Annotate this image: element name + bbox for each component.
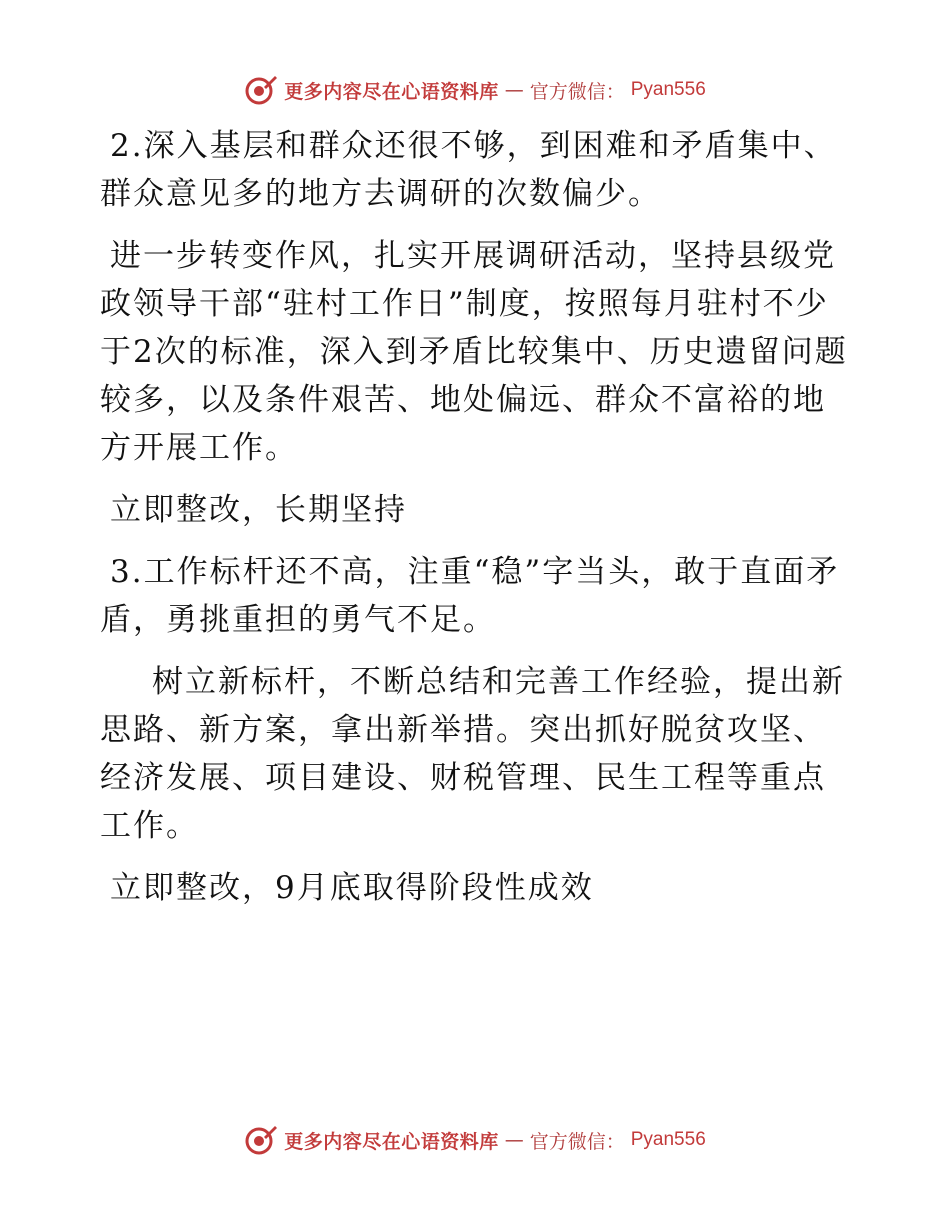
- paragraph-deadline-3: 立即整改，9月底取得阶段性成效: [110, 870, 594, 906]
- header-official-text: 官方微信：: [529, 80, 625, 103]
- header-site-text: 更多内容尽在心语资料库: [284, 80, 499, 103]
- brush-logo-icon: [244, 1123, 278, 1157]
- header-watermark-banner: [0, 70, 950, 110]
- document-body: [100, 122, 850, 926]
- paragraph-issue-3: 3.工作标杆还不高，注重“稳”字当头，敢于直面矛盾，勇挑重担的勇气不足。: [100, 554, 840, 638]
- footer-wechat-id: Pyan556: [630, 1129, 706, 1150]
- footer-site-text: 更多内容尽在心语资料库: [284, 1130, 499, 1153]
- footer-watermark-banner: [0, 1120, 950, 1160]
- footer-dash: —: [504, 1129, 524, 1151]
- header-wechat-id: Pyan556: [630, 79, 706, 100]
- paragraph-deadline-2: 立即整改，长期坚持: [110, 492, 407, 528]
- footer-official-text: 官方微信：: [529, 1130, 625, 1153]
- header-dash: —: [504, 79, 524, 101]
- brush-logo-icon: [244, 73, 278, 107]
- paragraph-measure-3: 树立新标杆，不断总结和完善工作经验，提出新思路、新方案，拿出新举措。突出抓好脱贫攻坚、经济发展、项目建设、财税管理、民生工程等重点工作。: [100, 664, 845, 844]
- paragraph-issue-2: 2.深入基层和群众还很不够，到困难和矛盾集中、群众意见多的地方去调研的次数偏少。: [100, 128, 837, 212]
- paragraph-measure-2: 进一步转变作风，扎实开展调研活动，坚持县级党政领导干部“驻村工作日”制度，按照每月驻村不少于2次的标准，深入到矛盾比较集中、历史遗留问题较多，以及条件艰苦、地处偏远、群众不富裕的地方开展工作。: [100, 238, 848, 466]
